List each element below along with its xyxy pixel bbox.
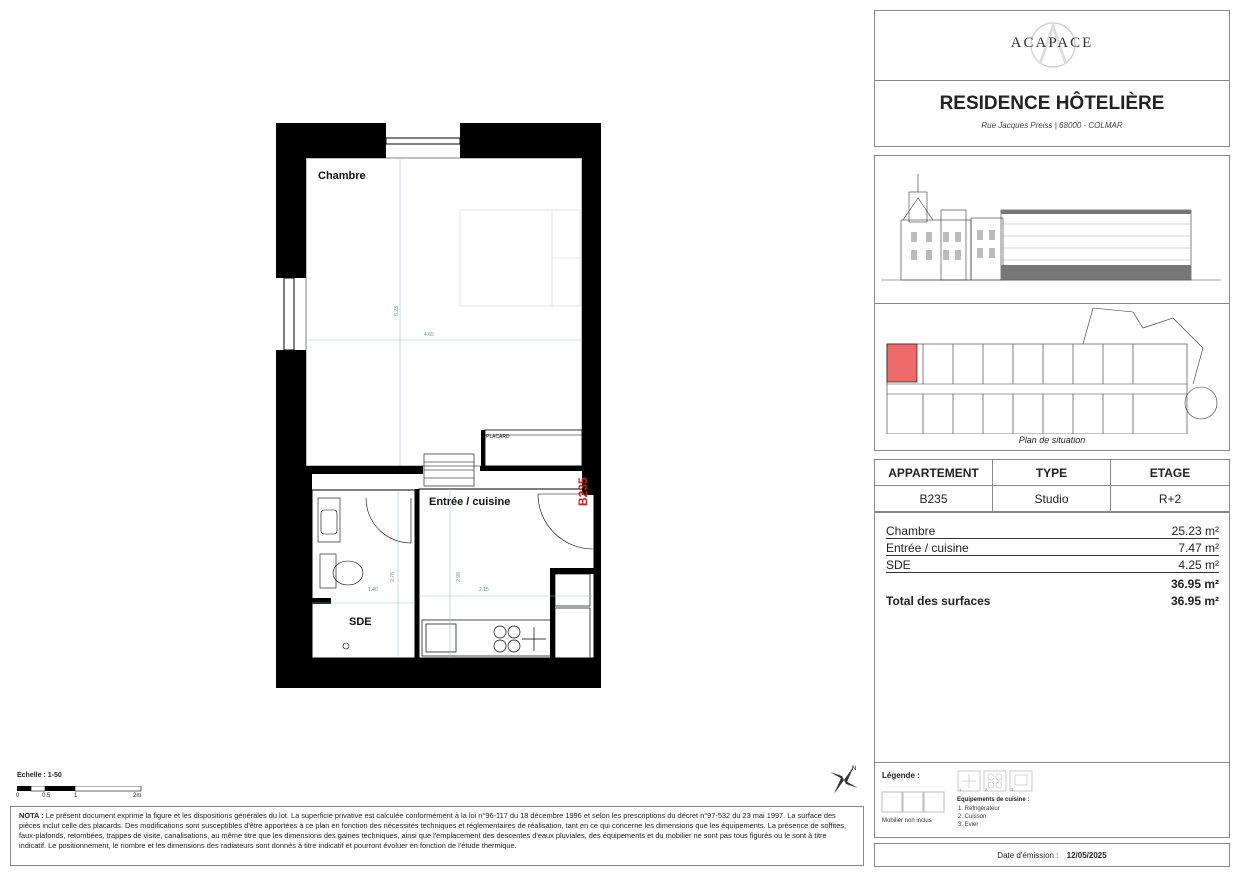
info-table [874, 459, 1230, 512]
surface-value: 25.23 m² [1171, 524, 1219, 538]
scale-bar [17, 786, 147, 794]
value-appartement: B235 [875, 486, 993, 512]
surface-total-value: 36.95 m² [1170, 594, 1219, 608]
situation-caption: Plan de situation [1018, 435, 1086, 445]
dimension-chambre-depth: 5.23 [393, 306, 400, 316]
situation-plan [883, 308, 1223, 434]
floor-plan [270, 118, 610, 693]
title-block [874, 10, 1230, 147]
icon-label-2: 2. [985, 787, 989, 792]
legend-equip-list [958, 805, 1000, 829]
north-arrow-icon [828, 762, 860, 798]
furniture-icon [881, 791, 947, 815]
project-title: RESIDENCE HÔTELIÈRE [939, 93, 1165, 114]
scale-label: Echelle : 1-50 [17, 772, 62, 779]
legend-equip-title: Equipements de cuisine : [957, 797, 1030, 803]
value-etage: R+2 [1158, 492, 1182, 506]
surface-total-label: Total des surfaces [886, 594, 991, 608]
scale-tick-0: 0 [16, 793, 20, 799]
surface-row-entree [886, 541, 1219, 556]
surface-value: 4.25 m² [1178, 558, 1219, 572]
legend-mobilier: Mobilier non inclus [882, 818, 932, 824]
legend-title: Légende : [882, 771, 920, 780]
header-type: TYPE [993, 460, 1111, 485]
room-label-entree: Entrée / cuisine [429, 496, 511, 508]
surface-subtotal-row [886, 577, 1219, 591]
room-label-placard: PLACARD [486, 434, 510, 440]
dimension-entree-depth: 2.98 [455, 572, 462, 582]
date-value: 12/05/2025 [1066, 851, 1107, 860]
dimension-chambre-width: 4.65 [424, 332, 434, 338]
date-line [875, 851, 1229, 860]
surface-row-chambre [886, 524, 1219, 539]
date-label: Date d'émission : [997, 851, 1059, 860]
equip-item-cuisson: 2. Cuisson [958, 814, 987, 820]
nota-label: NOTA : [19, 811, 44, 820]
scale-tick-05: 0.5 [42, 793, 51, 799]
unit-code-label: B235 [576, 477, 590, 506]
surface-value: 7.47 m² [1178, 541, 1219, 555]
nota-text: Le présent document exprime la figure et les dispositions générales du lot. La superficie privative est calculée conformément à la loi n°96-117 du 18 décembre 1996 et selon les prescriptions du décret n°97-532 du 23 mai 1997. La surface des pièces inclut celle des placards. Des modifications sont susceptibles d'être apportées à ce plan en fonction des nécessités techniques et réglementaires de réalisation, tant en ce qui concerne les dimensions que les équipements. La présence de soffites, faux-plafonds, retombées, trappes de visite, canalisations, au même titre que les dimensions des gaines techniques, ainsi que l'emplacement des descentes d'eaux pluviales, des équipements et du mobilier ne sont pas tous figurés ou le sont à titre indicatif. Le positionnement, le nombre et les dimensions des radiateurs sont donnés à titre indicatif et pourront évoluer en fonction de l'étude thermique. [19, 811, 847, 850]
dimension-sde-width: 1.40 [368, 587, 378, 593]
room-label-chambre: Chambre [318, 170, 366, 182]
logo-area [875, 11, 1229, 81]
scale-tick-1: 1 [74, 793, 78, 799]
surface-row-sde [886, 558, 1219, 573]
building-elevation [881, 170, 1221, 290]
value-type: Studio [993, 486, 1111, 512]
icon-label-1: 1. [959, 787, 963, 792]
header-etage: ETAGE [1149, 466, 1191, 480]
project-address: Rue Jacques Preiss | 68000 - COLMAR [981, 121, 1123, 130]
equip-item-evier: 3. Evier [958, 822, 979, 828]
situation-block [874, 155, 1230, 451]
dimension-entree-width: 2.15 [479, 587, 489, 593]
date-block [874, 843, 1230, 867]
kitchen-equipment-icons [957, 770, 1033, 792]
equip-item-refrigerateur: 1. Réfrigérateur [958, 806, 1000, 812]
dimension-sde-depth: 2.76 [389, 572, 396, 582]
surface-label: SDE [886, 558, 911, 572]
highlight-unit [887, 344, 917, 382]
svg-text:N: N [852, 766, 857, 772]
floor-plan-drawing [270, 118, 610, 693]
icon-label-3: 3. [1011, 787, 1015, 792]
divider [875, 303, 1229, 304]
info-table-header [875, 460, 1229, 486]
surface-subtotal: 36.95 m² [1170, 577, 1219, 591]
header-appartement: APPARTEMENT [875, 460, 993, 485]
room-label-sde: SDE [349, 616, 372, 628]
nota-box [10, 806, 864, 866]
surface-total-row [886, 594, 1219, 608]
surface-label: Chambre [886, 524, 936, 538]
scale-tick-2m: 2m [133, 793, 142, 799]
brand-name: ACAPACE [1010, 35, 1094, 51]
info-table-values [875, 486, 1229, 512]
surface-label: Entrée / cuisine [886, 541, 969, 555]
legend-divider [874, 762, 1230, 763]
